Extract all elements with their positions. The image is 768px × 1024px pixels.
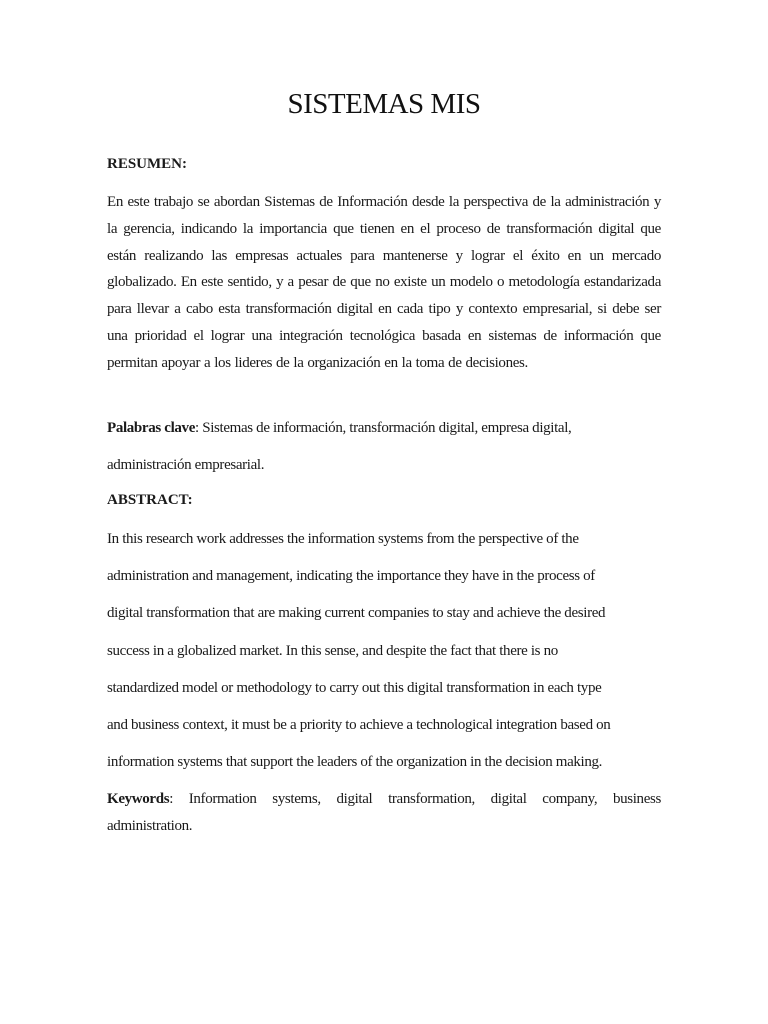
resumen-heading: RESUMEN: <box>107 156 188 172</box>
abstract-line: In this research work addresses the information systems from the perspective of the <box>107 531 579 547</box>
palabras-clave-text: : Sistemas de información, transformación digital, empresa digital, <box>195 420 572 436</box>
keywords-label: Keywords <box>107 791 170 807</box>
abstract-line: standardized model or methodology to carry out this digital transformation in each type <box>107 679 602 696</box>
document-title: SISTEMAS MIS <box>287 88 481 120</box>
palabras-clave-line <box>107 410 661 447</box>
resumen-body: En este trabajo se abordan Sistemas de Información desde la perspectiva de la administración y la gerencia, indicando la importancia que tienen en el proceso de transformación digital que están realizando las empresas actuales para mantenerse y lograr el éxito en un mercado globalizado. En este sentido, y a pesar de que no existe un modelo o metodología estandarizada para llevar a cabo esta transformación digital en cada tipo y contexto empresarial, si debe ser una prioridad el lograr una integración tecnológica basada en sistemas de información que permitan apoyar a los lideres de la organización en la toma de decisiones. <box>107 194 661 371</box>
keywords-paragraph <box>107 786 661 840</box>
abstract-line: digital transformation that are making current companies to stay and achieve the desired <box>107 605 606 622</box>
keywords-text: : Information systems, digital transformation, digital company, business administration. <box>107 791 661 834</box>
abstract-line: information systems that support the leaders of the organization in the decision making. <box>107 754 603 771</box>
palabras-clave-label: Palabras clave <box>107 420 196 436</box>
abstract-heading: ABSTRACT: <box>107 492 193 508</box>
abstract-line: administration and management, indicating the importance they have in the process of <box>107 568 595 585</box>
abstract-body <box>107 521 661 781</box>
abstract-line: and business context, it must be a priority to achieve a technological integration based on <box>107 717 611 734</box>
palabras-clave-continuation: administración empresarial. <box>107 457 265 473</box>
abstract-line: success in a globalized market. In this sense, and despite the fact that there is no <box>107 642 558 659</box>
